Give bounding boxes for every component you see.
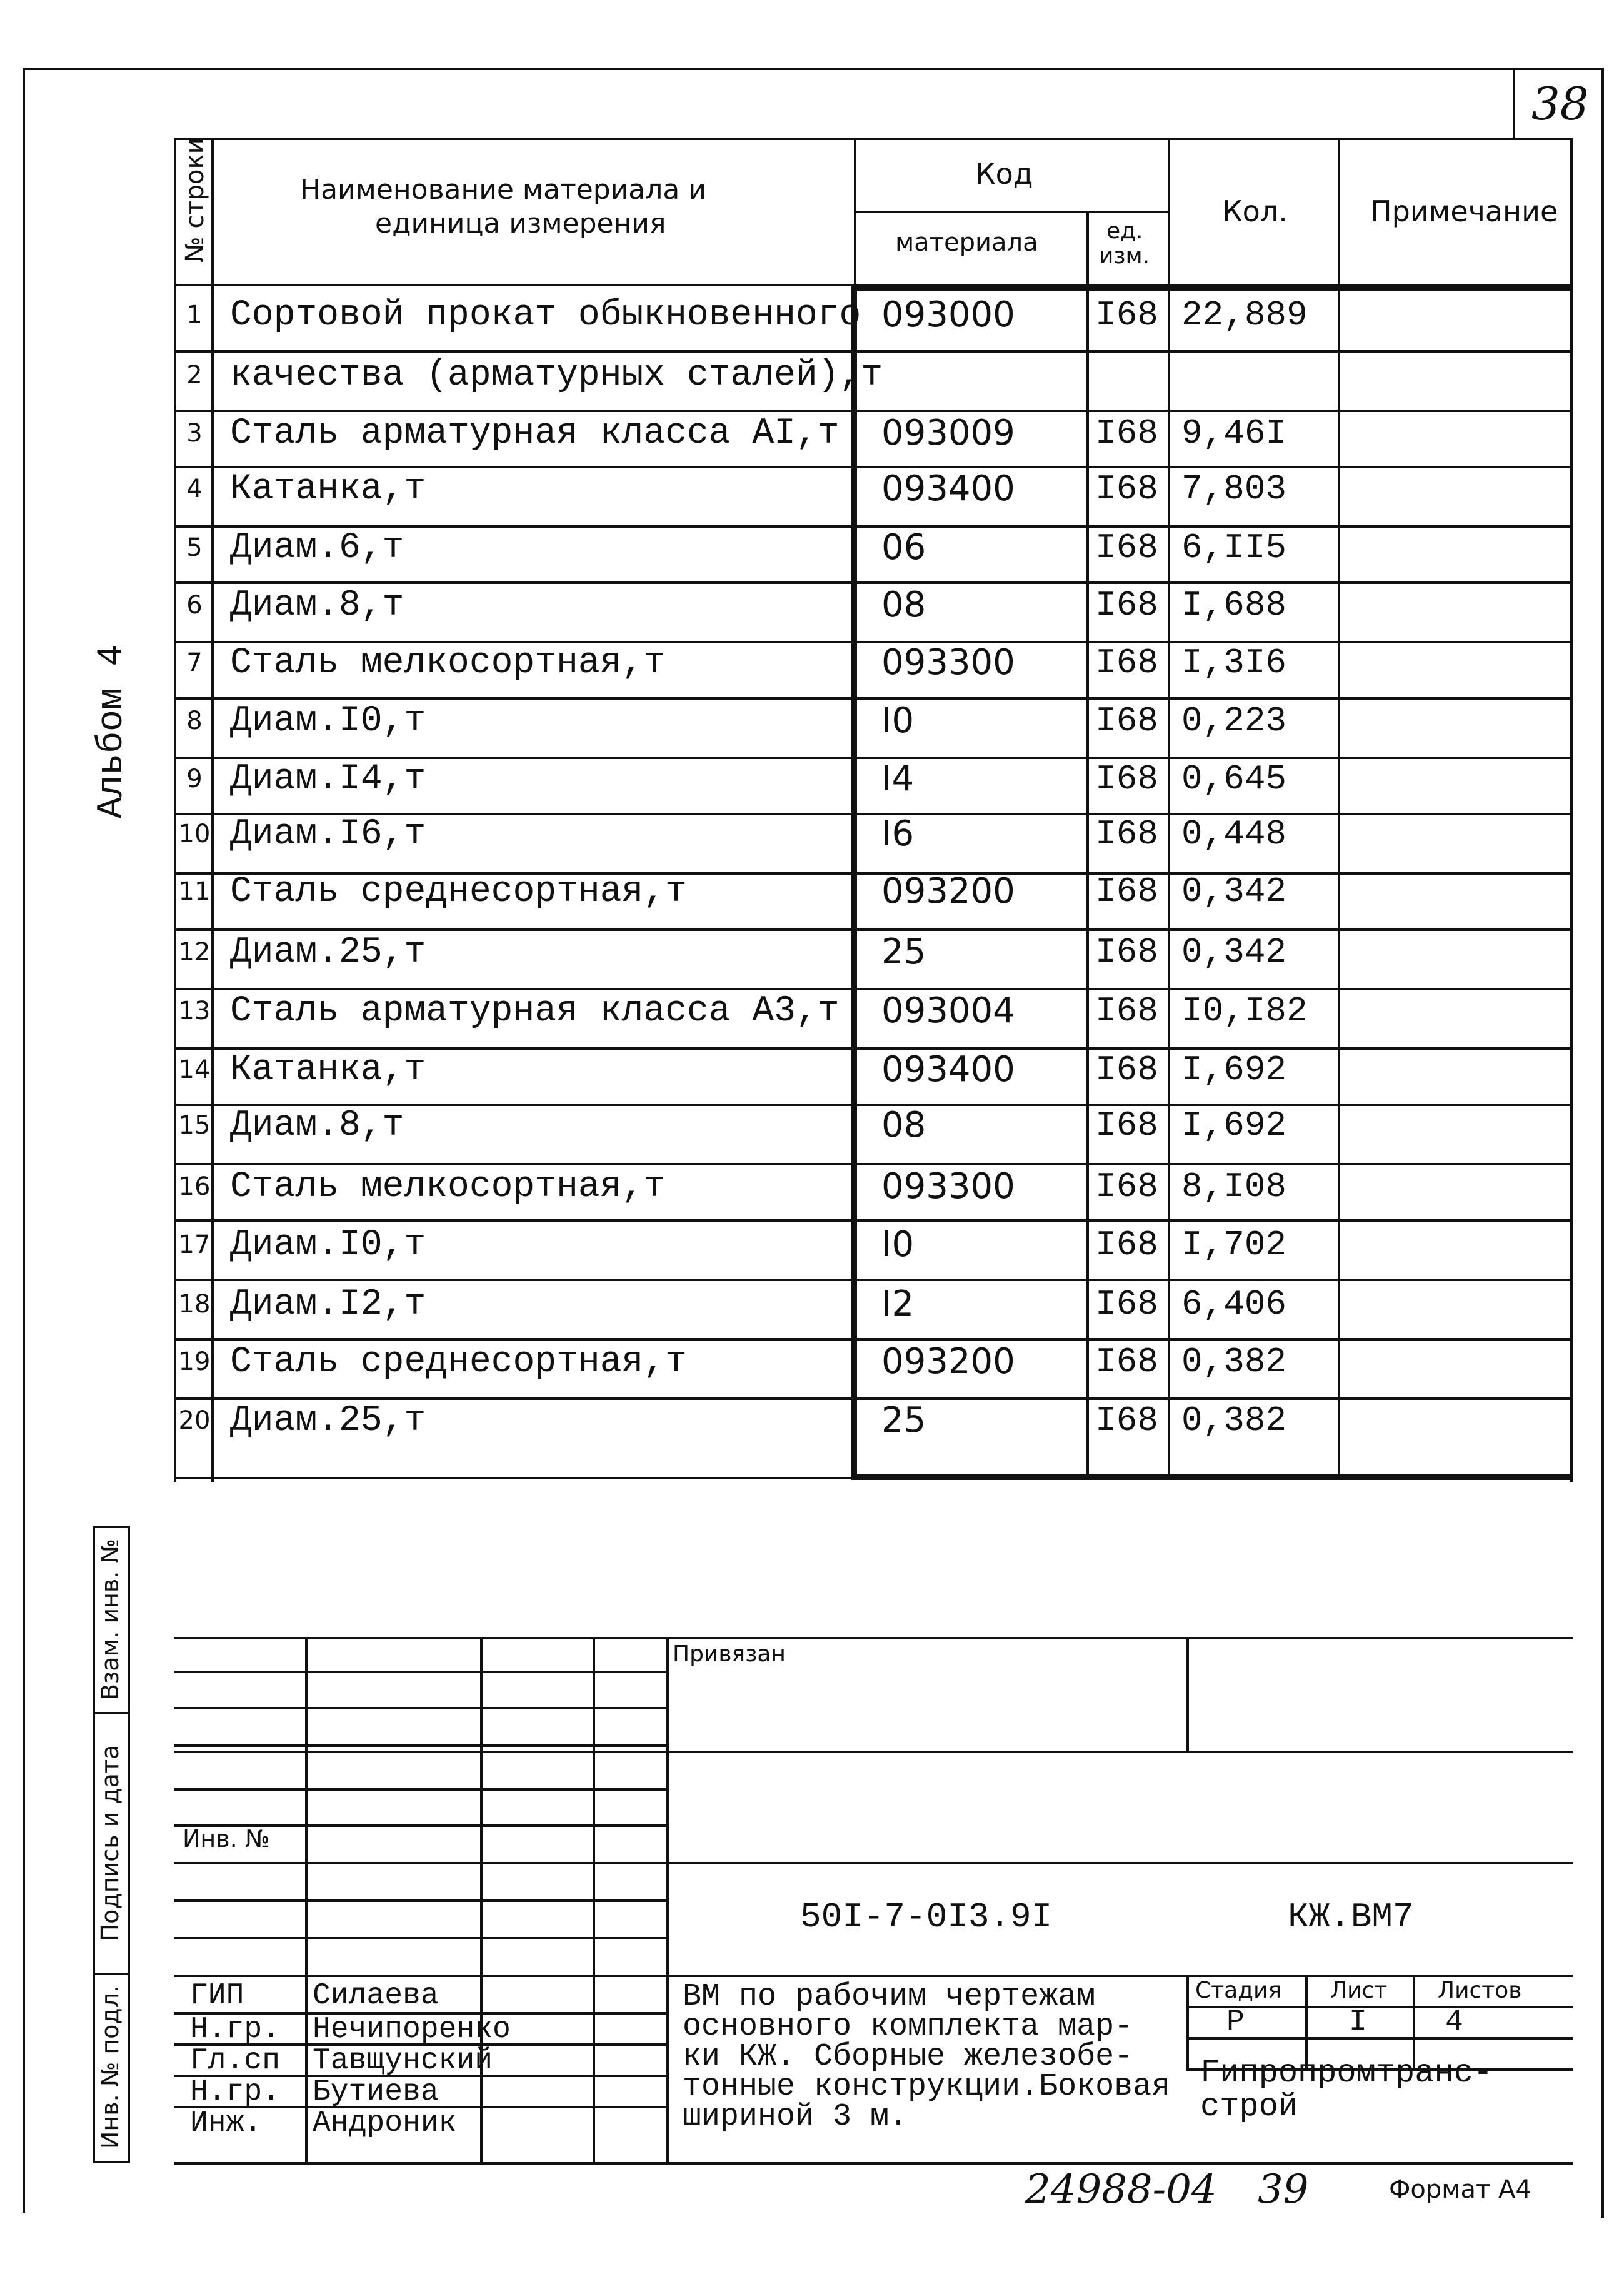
row-quantity: I,692 xyxy=(1181,1105,1287,1145)
outer-frame-top xyxy=(23,68,1604,70)
row-material-name: Сталь арматурная класса АI,т xyxy=(230,413,840,454)
tb-role: ГИП xyxy=(190,1979,244,2013)
row-material-code: 25 xyxy=(881,1400,926,1441)
row-unit-code: I68 xyxy=(1095,469,1158,509)
tb-h10 xyxy=(174,1975,1573,1977)
tb-description xyxy=(683,1979,1171,2135)
data-thick-bottom xyxy=(851,1474,1573,1480)
tb-sheets-label: Листов xyxy=(1438,1978,1522,2003)
col-material-right-header xyxy=(1086,211,1089,284)
row-number: 18 xyxy=(178,1290,211,1319)
row-unit-code: I68 xyxy=(1095,814,1158,854)
tb-desc-line: основного комплекта мар- xyxy=(683,2009,1133,2045)
row-material-name: Диам.I0,т xyxy=(230,701,426,742)
header-material: материала xyxy=(895,228,1038,257)
footer-archive-no: 24988-04 xyxy=(1025,2166,1217,2213)
row-number: 8 xyxy=(186,707,203,735)
row-number: 2 xyxy=(186,361,203,390)
row-unit-code: I68 xyxy=(1095,701,1158,741)
tb-desc-line: тонные конструкции.Боковая xyxy=(683,2069,1171,2105)
sheet-number: 38 xyxy=(1531,78,1589,130)
header-code: Код xyxy=(975,157,1033,191)
row-unit-code: I68 xyxy=(1095,295,1158,335)
row-divider xyxy=(174,350,1573,353)
row-unit-code: I68 xyxy=(1095,759,1158,799)
row-quantity: 0,223 xyxy=(1181,701,1287,741)
row-number: 11 xyxy=(178,877,211,906)
row-divider xyxy=(174,581,1573,584)
row-unit-code: I68 xyxy=(1095,1105,1158,1145)
row-quantity: 22,889 xyxy=(1181,295,1308,335)
row-quantity: 6,II5 xyxy=(1181,528,1287,568)
tb-privyazan: Привязан xyxy=(673,1641,786,1667)
tb-doc-code: 50I-7-0I3.9I xyxy=(800,1897,1053,1937)
row-material-code: I6 xyxy=(881,813,915,854)
row-material-name: Сталь мелкосортная,т xyxy=(230,1167,666,1207)
row-divider xyxy=(174,928,1573,931)
row-material-code: 093000 xyxy=(881,294,1015,335)
row-number: 1 xyxy=(186,301,203,330)
row-number: 9 xyxy=(186,765,203,793)
row-material-name: Диам.I2,т xyxy=(230,1284,426,1325)
row-material-name: Катанка,т xyxy=(230,469,426,510)
row-material-code: 25 xyxy=(881,932,926,972)
tb-top xyxy=(174,1637,1573,1639)
row-material-code: 093300 xyxy=(881,642,1015,683)
row-material-name: Диам.25,т xyxy=(230,1401,426,1441)
tb-sheets: 4 xyxy=(1445,2005,1463,2039)
row-number: 4 xyxy=(186,475,203,503)
row-quantity: 7,803 xyxy=(1181,469,1287,509)
tb-org-line1: Гипропромтранс- xyxy=(1200,2055,1493,2091)
footer-format: Формат А4 xyxy=(1389,2175,1531,2204)
row-divider xyxy=(174,697,1573,700)
col-material-right xyxy=(1086,285,1089,1479)
header-row-no: № строки xyxy=(181,138,209,263)
row-number: 3 xyxy=(186,419,203,448)
tb-h4 xyxy=(174,1751,1573,1753)
row-quantity: 9,46I xyxy=(1181,413,1287,453)
row-unit-code: I68 xyxy=(1095,643,1158,683)
row-material-code: 093400 xyxy=(881,1049,1015,1090)
row-material-code: 093200 xyxy=(881,1341,1015,1382)
row-unit-code: I68 xyxy=(1095,1050,1158,1090)
row-quantity: 0,382 xyxy=(1181,1342,1287,1382)
tb-org-line2: строй xyxy=(1200,2088,1298,2125)
row-material-code: I2 xyxy=(881,1284,915,1324)
tb-person-name: Тавщунский xyxy=(313,2044,493,2078)
side-stamp-podpis: Подпись и дата xyxy=(96,1744,124,1942)
row-material-code: 093300 xyxy=(881,1166,1015,1207)
row-number: 5 xyxy=(186,533,203,562)
row-unit-code: I68 xyxy=(1095,1225,1158,1265)
tb-person-name: Бутиева xyxy=(313,2075,439,2109)
row-material-name: Сталь арматурная класса А3,т xyxy=(230,991,840,1032)
row-quantity: I,702 xyxy=(1181,1225,1287,1265)
tb-mark: КЖ.ВМ7 xyxy=(1288,1897,1414,1937)
tb-sheet: I xyxy=(1349,2005,1367,2039)
row-material-name: Диам.I0,т xyxy=(230,1225,426,1265)
row-material-name: Диам.8,т xyxy=(230,585,404,626)
data-thick-left xyxy=(851,285,857,1479)
outer-frame-left xyxy=(23,69,25,2213)
tb-role: Гл.сп xyxy=(190,2044,281,2078)
header-name-line2: единица измерения xyxy=(375,208,666,239)
tb-person-name: Силаева xyxy=(313,1979,439,2013)
row-divider xyxy=(174,1219,1573,1222)
row-material-name: Диам.I6,т xyxy=(230,814,426,855)
row-material-name: Сортовой прокат обыкновенного xyxy=(230,295,861,336)
tb-person-name: Андроник xyxy=(313,2106,457,2140)
data-thick-top xyxy=(851,285,1573,291)
row-unit-code: I68 xyxy=(1095,932,1158,972)
row-unit-code: I68 xyxy=(1095,585,1158,625)
header-name-line1: Наименование материала и xyxy=(300,174,706,206)
row-unit-code: I68 xyxy=(1095,1167,1158,1207)
row-quantity: I0,I82 xyxy=(1181,991,1308,1031)
row-quantity: 0,342 xyxy=(1181,932,1287,972)
row-material-name: Сталь среднесортная,т xyxy=(230,872,687,912)
row-number: 16 xyxy=(178,1172,211,1201)
sheet-number-box xyxy=(1513,68,1515,139)
tb-role: Инж. xyxy=(190,2106,263,2140)
col-unit-right xyxy=(1168,285,1170,1479)
row-material-code: 093200 xyxy=(881,871,1015,912)
row-number: 14 xyxy=(178,1055,211,1084)
row-material-name: Диам.I4,т xyxy=(230,759,426,800)
row-quantity: 0,645 xyxy=(1181,759,1287,799)
row-unit-code: I68 xyxy=(1095,528,1158,568)
tb-role: Н.гр. xyxy=(190,2013,281,2046)
footer-page-no: 39 xyxy=(1258,2166,1309,2213)
side-stamp-vzam: Взам. инв. № xyxy=(96,1539,124,1701)
tb-stage-label: Стадия xyxy=(1195,1978,1282,2003)
code-subheader-line xyxy=(855,211,1168,213)
row-material-code: 093009 xyxy=(881,413,1015,453)
row-quantity: 8,I08 xyxy=(1181,1167,1287,1207)
row-quantity: I,3I6 xyxy=(1181,643,1287,683)
side-stamp-bottom xyxy=(93,2161,130,2163)
row-material-code: I0 xyxy=(881,1224,915,1265)
row-number: 17 xyxy=(178,1230,211,1259)
tb-h2 xyxy=(174,1707,668,1709)
header-qty: Кол. xyxy=(1222,194,1288,228)
row-number: 15 xyxy=(178,1111,211,1140)
side-stamp-inv-podl: Инв. № подл. xyxy=(96,1985,124,2150)
row-material-name: Диам.6,т xyxy=(230,528,404,568)
row-number: 19 xyxy=(178,1347,211,1376)
tb-bottom xyxy=(174,2162,1573,2165)
tb-person-name: Нечипоренко xyxy=(313,2013,511,2046)
row-quantity: I,688 xyxy=(1181,585,1287,625)
header-unit-line2: изм. xyxy=(1099,243,1150,269)
row-material-code: 08 xyxy=(881,1105,926,1145)
row-material-code: 08 xyxy=(881,585,926,625)
row-number: 12 xyxy=(178,938,211,967)
row-unit-code: I68 xyxy=(1095,872,1158,912)
row-material-name: Сталь среднесортная,т xyxy=(230,1342,687,1382)
outer-frame-right xyxy=(1601,68,1604,2218)
tb-desc-line: ВМ по рабочим чертежам xyxy=(683,1979,1096,2015)
row-divider xyxy=(174,1338,1573,1341)
tb-desc-line: ки КЖ. Сборные железобе- xyxy=(683,2039,1133,2075)
col-unit-right-header xyxy=(1168,138,1170,284)
header-unit-line1: ед. xyxy=(1106,218,1143,244)
row-divider xyxy=(174,466,1573,468)
row-unit-code: I68 xyxy=(1095,1342,1158,1382)
tb-h1 xyxy=(174,1671,668,1673)
row-material-name: Сталь мелкосортная,т xyxy=(230,643,666,683)
tb-h5 xyxy=(174,1788,668,1791)
row-unit-code: I68 xyxy=(1095,991,1158,1031)
table-top xyxy=(174,138,1573,140)
row-divider xyxy=(174,1279,1573,1281)
tb-inv-no: Инв. № xyxy=(183,1825,270,1853)
tb-sheet-label: Лист xyxy=(1330,1978,1388,2003)
header-note: Примечание xyxy=(1370,194,1558,228)
row-material-code: I0 xyxy=(881,700,915,741)
tb-h3 xyxy=(174,1744,668,1747)
row-quantity: 0,448 xyxy=(1181,814,1287,854)
album-label: Альбом 4 xyxy=(92,644,133,819)
row-material-code: 093004 xyxy=(881,990,1015,1031)
col-name-right-header xyxy=(854,138,856,284)
tb-stage: Р xyxy=(1226,2005,1245,2039)
row-material-name: Диам.8,т xyxy=(230,1105,404,1146)
row-material-code: I4 xyxy=(881,758,915,799)
row-divider xyxy=(174,410,1573,412)
row-number: 6 xyxy=(186,591,203,620)
row-material-code: 093400 xyxy=(881,468,1015,509)
row-divider xyxy=(174,1397,1573,1400)
row-quantity: I,692 xyxy=(1181,1050,1287,1090)
row-quantity: 0,382 xyxy=(1181,1401,1287,1441)
tb-desc-line: шириной 3 м. xyxy=(683,2099,908,2135)
row-number: 7 xyxy=(186,648,203,677)
row-material-name: Диам.25,т xyxy=(230,932,426,973)
tb-role: Н.гр. xyxy=(190,2075,281,2109)
row-material-name: качества (арматурных сталей),т xyxy=(230,355,883,396)
row-divider xyxy=(174,1163,1573,1165)
row-number: 10 xyxy=(178,820,211,848)
col-qty-right xyxy=(1338,285,1340,1479)
col-qty-right-header xyxy=(1338,138,1340,284)
data-bottom-line xyxy=(174,1477,855,1479)
row-material-name: Катанка,т xyxy=(230,1050,426,1090)
row-divider xyxy=(174,988,1573,990)
row-unit-code: I68 xyxy=(1095,413,1158,453)
row-quantity: 0,342 xyxy=(1181,872,1287,912)
row-number: 20 xyxy=(178,1406,211,1435)
tb-h9 xyxy=(174,1937,668,1939)
row-material-code: 06 xyxy=(881,527,926,568)
tb-privyazan-right xyxy=(1186,1637,1189,1751)
side-stamp-right xyxy=(128,1526,130,2163)
row-quantity: 6,406 xyxy=(1181,1284,1287,1324)
row-unit-code: I68 xyxy=(1095,1401,1158,1441)
tb-stage-col1 xyxy=(1186,1975,1189,2068)
row-number: 13 xyxy=(178,997,211,1025)
tb-h7 xyxy=(174,1862,1573,1864)
row-unit-code: I68 xyxy=(1095,1284,1158,1324)
tb-h8 xyxy=(174,1899,668,1902)
